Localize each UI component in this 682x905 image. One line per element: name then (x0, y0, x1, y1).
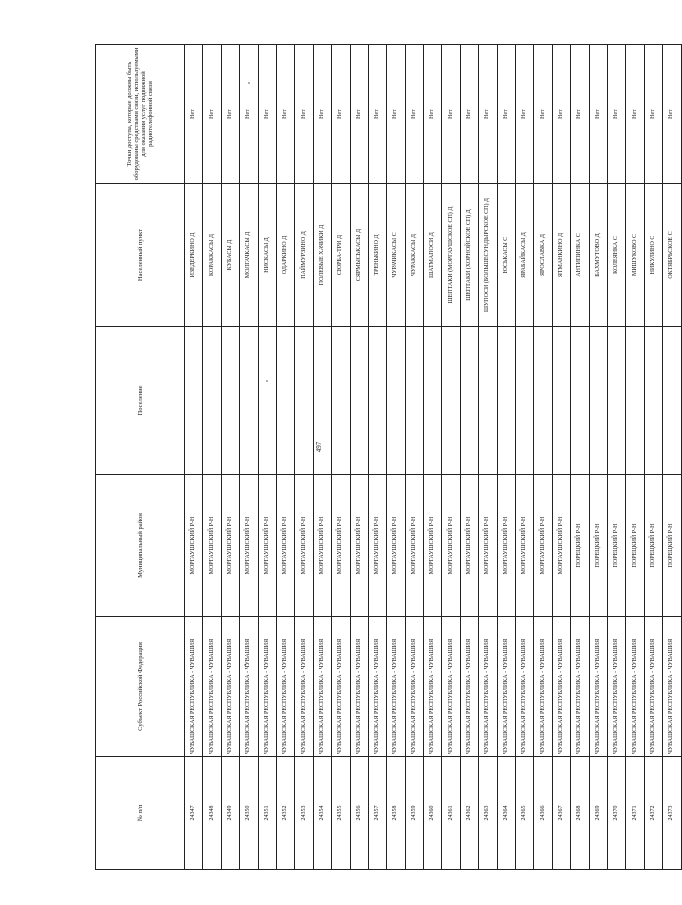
cell-answer: Нет (516, 45, 534, 184)
cell-settlement (185, 327, 203, 475)
cell-answer: Нет (552, 45, 570, 184)
table-row (424, 45, 442, 870)
cell-locality: ОКТЯБРЬСКОЕ С (663, 184, 681, 327)
cell-settlement (626, 327, 644, 475)
cell-municipal: МОРГАУШСКИЙ Р-Н (479, 475, 497, 617)
cell-answer: Нет (240, 45, 258, 184)
table-row (626, 45, 644, 870)
cell-municipal: МОРГАУШСКИЙ Р-Н (185, 475, 203, 617)
cell-answer: Нет (405, 45, 423, 184)
cell-answer: Нет (663, 45, 681, 184)
cell-answer: Нет (589, 45, 607, 184)
table-row (203, 45, 221, 870)
cell-settlement (424, 327, 442, 475)
cell-settlement (203, 327, 221, 475)
cell-settlement (295, 327, 313, 475)
cell-locality: СЮРБА-ТРИ Д (332, 184, 350, 327)
cell-locality: НИСКАСЫ Д (258, 184, 276, 327)
cell-settlement (442, 327, 460, 475)
table-row (405, 45, 423, 870)
cell-num: 24348 (203, 757, 221, 870)
cell-answer: Нет (368, 45, 386, 184)
table-row (332, 45, 350, 870)
cell-municipal: МОРГАУШСКИЙ Р-Н (276, 475, 294, 617)
cell-locality: ОДАРКИНО Д (276, 184, 294, 327)
cell-answer: Нет (626, 45, 644, 184)
cell-settlement (350, 327, 368, 475)
cell-answer: Нет (221, 45, 239, 184)
header-subject: Субъект Российской Федерации (96, 617, 185, 757)
cell-subject: ЧУВАШСКАЯ РЕСПУБЛИКА - ЧУВАШИЯ (295, 617, 313, 757)
cell-answer: Нет (497, 45, 515, 184)
cell-municipal: ПОРЕЦКИЙ Р-Н (607, 475, 625, 617)
cell-settlement (387, 327, 405, 475)
cell-num: 24366 (534, 757, 552, 870)
cell-locality: ПАЙМУРЗИНО Д (295, 184, 313, 327)
cell-answer: Нет (607, 45, 625, 184)
cell-locality: НИКУЛИНО С (644, 184, 662, 327)
cell-num: 24351 (258, 757, 276, 870)
cell-settlement (644, 327, 662, 475)
table-row (589, 45, 607, 870)
cell-municipal: ПОРЕЦКИЙ Р-Н (571, 475, 589, 617)
cell-settlement (552, 327, 570, 475)
cell-municipal: МОРГАУШСКИЙ Р-Н (240, 475, 258, 617)
cell-num: 24373 (663, 757, 681, 870)
cell-subject: ЧУВАШСКАЯ РЕСПУБЛИКА - ЧУВАШИЯ (534, 617, 552, 757)
cell-subject: ЧУВАШСКАЯ РЕСПУБЛИКА - ЧУВАШИЯ (552, 617, 570, 757)
cell-num: 24347 (185, 757, 203, 870)
cell-locality: КУБАСЫ Д (221, 184, 239, 327)
cell-num: 24354 (313, 757, 331, 870)
table-row (663, 45, 681, 870)
cell-subject: ЧУВАШСКАЯ РЕСПУБЛИКА - ЧУВАШИЯ (221, 617, 239, 757)
cell-subject: ЧУВАШСКАЯ РЕСПУБЛИКА - ЧУВАШИЯ (589, 617, 607, 757)
cell-subject: ЧУВАШСКАЯ РЕСПУБЛИКА - ЧУВАШИЯ (644, 617, 662, 757)
cell-subject: ЧУВАШСКАЯ РЕСПУБЛИКА - ЧУВАШИЯ (405, 617, 423, 757)
cell-locality: КОЛЕЯНКА С (607, 184, 625, 327)
cell-num: 24352 (276, 757, 294, 870)
cell-settlement (313, 327, 331, 475)
cell-settlement (534, 327, 552, 475)
cell-num: 24362 (460, 757, 478, 870)
table-row (240, 45, 258, 870)
table-row (644, 45, 662, 870)
cell-settlement (479, 327, 497, 475)
cell-subject: ЧУВАШСКАЯ РЕСПУБЛИКА - ЧУВАШИЯ (626, 617, 644, 757)
table-row (607, 45, 625, 870)
cell-subject: ЧУВАШСКАЯ РЕСПУБЛИКА - ЧУВАШИЯ (313, 617, 331, 757)
page-number: 497 (315, 441, 323, 453)
cell-answer: Нет (295, 45, 313, 184)
cell-municipal: МОРГАУШСКИЙ Р-Н (295, 475, 313, 617)
cell-municipal: МОРГАУШСКИЙ Р-Н (424, 475, 442, 617)
table-row (387, 45, 405, 870)
cell-num: 24364 (497, 757, 515, 870)
cell-settlement (516, 327, 534, 475)
cell-subject: ЧУВАШСКАЯ РЕСПУБЛИКА - ЧУВАШИЯ (350, 617, 368, 757)
cell-subject: ЧУВАШСКАЯ РЕСПУБЛИКА - ЧУВАШИЯ (424, 617, 442, 757)
cell-subject: ЧУВАШСКАЯ РЕСПУБЛИКА - ЧУВАШИЯ (185, 617, 203, 757)
cell-settlement (405, 327, 423, 475)
cell-municipal: ПОРЕЦКИЙ Р-Н (626, 475, 644, 617)
cell-locality: МИШУКОВО С (626, 184, 644, 327)
cell-settlement (589, 327, 607, 475)
table-row (276, 45, 294, 870)
cell-num: 24369 (589, 757, 607, 870)
cell-municipal: МОРГАУШСКИЙ Р-Н (442, 475, 460, 617)
cell-num: 24370 (607, 757, 625, 870)
header-municipal: Муниципальный район (96, 475, 185, 617)
cell-municipal: МОРГАУШСКИЙ Р-Н (516, 475, 534, 617)
cell-settlement (276, 327, 294, 475)
table-row (479, 45, 497, 870)
cell-municipal: МОРГАУШСКИЙ Р-Н (332, 475, 350, 617)
cell-num: 24349 (221, 757, 239, 870)
cell-settlement (607, 327, 625, 475)
cell-subject: ЧУВАШСКАЯ РЕСПУБЛИКА - ЧУВАШИЯ (368, 617, 386, 757)
cell-answer: Нет (258, 45, 276, 184)
cell-answer: Нет (460, 45, 478, 184)
cell-answer: Нет (424, 45, 442, 184)
cell-answer: Нет (442, 45, 460, 184)
cell-answer: Нет (534, 45, 552, 184)
table-row (516, 45, 534, 870)
cell-num: 24358 (387, 757, 405, 870)
cell-settlement (221, 327, 239, 475)
cell-subject: ЧУВАШСКАЯ РЕСПУБЛИКА - ЧУВАШИЯ (240, 617, 258, 757)
cell-locality: ШАТМАПОСИ Д (424, 184, 442, 327)
cell-locality: ШЕПТАКИ (МОРГАУШСКОЕ СП) Д (442, 184, 460, 327)
cell-num: 24372 (644, 757, 662, 870)
cell-municipal: ПОРЕЦКИЙ Р-Н (644, 475, 662, 617)
cell-municipal: МОРГАУШСКИЙ Р-Н (387, 475, 405, 617)
cell-municipal: МОРГАУШСКИЙ Р-Н (460, 475, 478, 617)
cell-municipal: МОРГАУШСКИЙ Р-Н (534, 475, 552, 617)
table-row (571, 45, 589, 870)
cell-subject: ЧУВАШСКАЯ РЕСПУБЛИКА - ЧУВАШИЯ (276, 617, 294, 757)
cell-subject: ЧУВАШСКАЯ РЕСПУБЛИКА - ЧУВАШИЯ (516, 617, 534, 757)
table-row (442, 45, 460, 870)
table-row (221, 45, 239, 870)
cell-locality: ЯТМАНКИНО Д (552, 184, 570, 327)
cell-answer: Нет (644, 45, 662, 184)
cell-num: 24368 (571, 757, 589, 870)
cell-municipal: МОРГАУШСКИЙ Р-Н (368, 475, 386, 617)
cell-settlement (460, 327, 478, 475)
cell-subject: ЧУВАШСКАЯ РЕСПУБЛИКА - ЧУВАШИЯ (442, 617, 460, 757)
header-num: № п/п (96, 757, 185, 870)
cell-num: 24371 (626, 757, 644, 870)
cell-locality: ЧУРАЧИКАСЫ С (387, 184, 405, 327)
header-answer: Точки доступа, которые должны быть оборудованы средствами связи, используемыми для оказания услуг подвижной радиотелефонной связи (96, 45, 185, 184)
cell-locality: КОРАККАСЫ Д (203, 184, 221, 327)
cell-municipal: МОРГАУШСКИЙ Р-Н (258, 475, 276, 617)
cell-settlement (368, 327, 386, 475)
cell-locality: МОЛГАЧКАСЫ Д (240, 184, 258, 327)
cell-municipal: ПОРЕЦКИЙ Р-Н (589, 475, 607, 617)
cell-answer: Нет (185, 45, 203, 184)
cell-subject: ЧУВАШСКАЯ РЕСПУБЛИКА - ЧУВАШИЯ (607, 617, 625, 757)
localities-table (95, 44, 682, 870)
table-row (350, 45, 368, 870)
cell-settlement (497, 327, 515, 475)
cell-num: 24355 (332, 757, 350, 870)
cell-answer: Нет (203, 45, 221, 184)
table-row (460, 45, 478, 870)
cell-num: 24353 (295, 757, 313, 870)
table-row (185, 45, 203, 870)
cell-locality: ЧУРАККАСЫ Д (405, 184, 423, 327)
rotated-page (95, 45, 675, 870)
cell-locality: ТРЕНЬКИНО Д (368, 184, 386, 327)
cell-settlement (240, 327, 258, 475)
cell-municipal: МОРГАУШСКИЙ Р-Н (313, 475, 331, 617)
cell-num: 24363 (479, 757, 497, 870)
cell-locality: ШУПОСИ (БОЛЬШЕСУНДЫРСКОЕ СП) Д (479, 184, 497, 327)
cell-subject: ЧУВАШСКАЯ РЕСПУБЛИКА - ЧУВАШИЯ (387, 617, 405, 757)
cell-municipal: МОРГАУШСКИЙ Р-Н (497, 475, 515, 617)
cell-subject: ЧУВАШСКАЯ РЕСПУБЛИКА - ЧУВАШИЯ (479, 617, 497, 757)
table-row (534, 45, 552, 870)
cell-subject: ЧУВАШСКАЯ РЕСПУБЛИКА - ЧУВАШИЯ (258, 617, 276, 757)
cell-answer: Нет (276, 45, 294, 184)
cell-num: 24357 (368, 757, 386, 870)
cell-municipal: МОРГАУШСКИЙ Р-Н (552, 475, 570, 617)
cell-locality: ЯРАБАЙКАСЫ Д (516, 184, 534, 327)
header-locality: Населенный пункт (96, 184, 185, 327)
cell-answer: Нет (332, 45, 350, 184)
cell-municipal: МОРГАУШСКИЙ Р-Н (350, 475, 368, 617)
cell-locality: ЯРОСЛАВКА Д (534, 184, 552, 327)
cell-settlement (663, 327, 681, 475)
cell-locality: БАХМУТОВО Д (589, 184, 607, 327)
cell-num: 24361 (442, 757, 460, 870)
cell-municipal: МОРГАУШСКИЙ Р-Н (221, 475, 239, 617)
table-row (295, 45, 313, 870)
table-row (313, 45, 331, 870)
cell-locality: ШЕПТАКИ (ХОРНОЙСКОЕ СП) Д (460, 184, 478, 327)
cell-subject: ЧУВАШСКАЯ РЕСПУБЛИКА - ЧУВАШИЯ (203, 617, 221, 757)
cell-locality: ЮСЬКАСЫ С (497, 184, 515, 327)
cell-answer: Нет (387, 45, 405, 184)
table-header-row (96, 45, 185, 870)
cell-answer: Нет (350, 45, 368, 184)
cell-answer: Нет (571, 45, 589, 184)
cell-municipal: МОРГАУШСКИЙ Р-Н (203, 475, 221, 617)
cell-locality: АНТИПИНКА С (571, 184, 589, 327)
cell-subject: ЧУВАШСКАЯ РЕСПУБЛИКА - ЧУВАШИЯ (497, 617, 515, 757)
cell-municipal: ПОРЕЦКИЙ Р-Н (663, 475, 681, 617)
cell-municipal: МОРГАУШСКИЙ Р-Н (405, 475, 423, 617)
cell-subject: ЧУВАШСКАЯ РЕСПУБЛИКА - ЧУВАШИЯ (332, 617, 350, 757)
cell-answer: Нет (313, 45, 331, 184)
cell-num: 24359 (405, 757, 423, 870)
cell-subject: ЧУВАШСКАЯ РЕСПУБЛИКА - ЧУВАШИЯ (663, 617, 681, 757)
cell-subject: ЧУВАШСКАЯ РЕСПУБЛИКА - ЧУВАШИЯ (460, 617, 478, 757)
cell-answer: Нет (479, 45, 497, 184)
cell-locality: ПОЛЕВЫЕ ХАЧИКИ Д (313, 184, 331, 327)
cell-num: 24367 (552, 757, 570, 870)
cell-settlement (332, 327, 350, 475)
table-row (368, 45, 386, 870)
cell-num: 24356 (350, 757, 368, 870)
header-settlement: Поселение (96, 327, 185, 475)
cell-settlement (258, 327, 276, 475)
cell-locality: ИЗЕДЕРКИНО Д (185, 184, 203, 327)
table-body (185, 45, 682, 870)
table-row (258, 45, 276, 870)
cell-num: 24360 (424, 757, 442, 870)
table-row (497, 45, 515, 870)
cell-num: 24365 (516, 757, 534, 870)
cell-settlement (571, 327, 589, 475)
table-row (552, 45, 570, 870)
cell-num: 24350 (240, 757, 258, 870)
cell-subject: ЧУВАШСКАЯ РЕСПУБЛИКА - ЧУВАШИЯ (571, 617, 589, 757)
cell-locality: СЯРМЫСЬКАСЫ Д (350, 184, 368, 327)
